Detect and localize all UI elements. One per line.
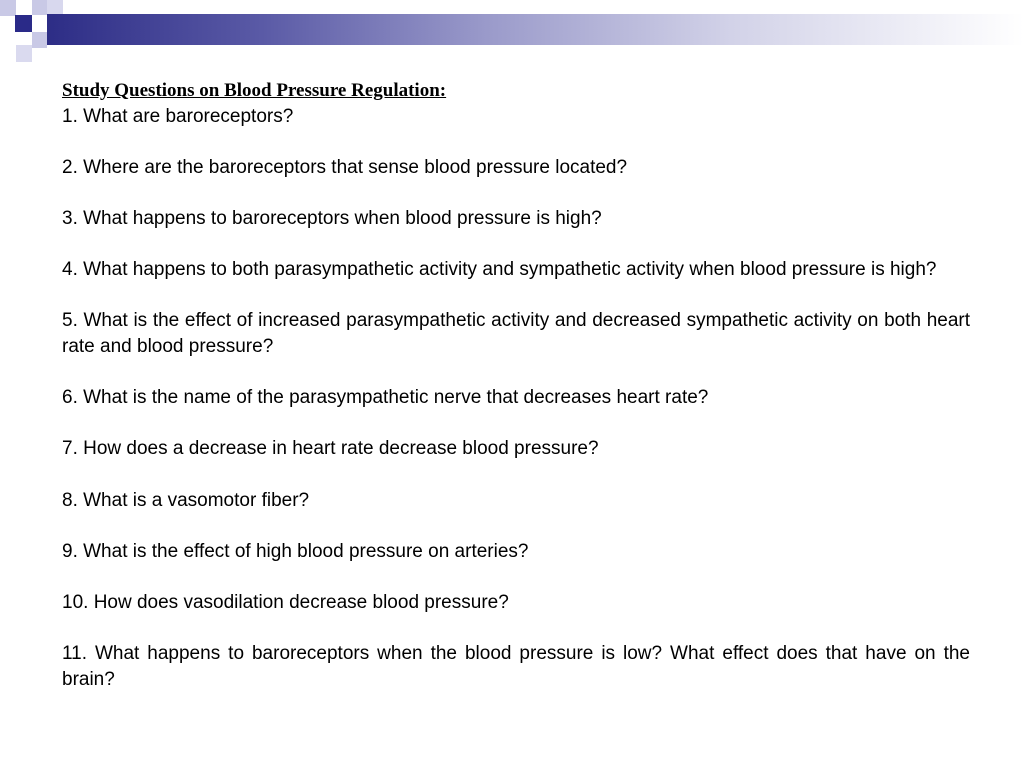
banner-square [32, 32, 47, 48]
question-item: 3. What happens to baroreceptors when blood pressure is high? [62, 207, 602, 229]
banner-gradient-bar [47, 14, 1024, 45]
banner-square [32, 15, 47, 32]
question-item: 2. Where are the baroreceptors that sense blood pressure located? [62, 156, 628, 178]
question-item: 7. How does a decrease in heart rate decrease blood pressure? [62, 438, 599, 460]
banner-square [63, 0, 78, 14]
banner-square [47, 0, 63, 14]
slide-content [62, 78, 970, 718]
question-item: 4. What happens to both parasympathetic activity and sympathetic activity when blood pressure is high? [62, 259, 937, 281]
question-item: 1. What are baroreceptors? [62, 105, 294, 127]
banner-square [0, 0, 16, 16]
question-item: 5. What is the effect of increased parasympathetic activity and decreased sympathetic activity on both heart rate and blood pressure? [62, 310, 970, 357]
question-item: 9. What is the effect of high blood pressure on arteries? [62, 540, 529, 562]
question-item: 6. What is the name of the parasympathetic nerve that decreases heart rate? [62, 387, 709, 409]
slide-title: Study Questions on Blood Pressure Regulation: [62, 80, 447, 101]
banner-square [32, 0, 47, 15]
question-item: 11. What happens to baroreceptors when the blood pressure is low? What effect does that have on the brain? [62, 643, 970, 690]
question-item: 8. What is a vasomotor fiber? [62, 489, 310, 511]
banner-square [15, 15, 32, 32]
banner-square [16, 45, 32, 62]
question-item: 10. How does vasodilation decrease blood pressure? [62, 591, 509, 613]
